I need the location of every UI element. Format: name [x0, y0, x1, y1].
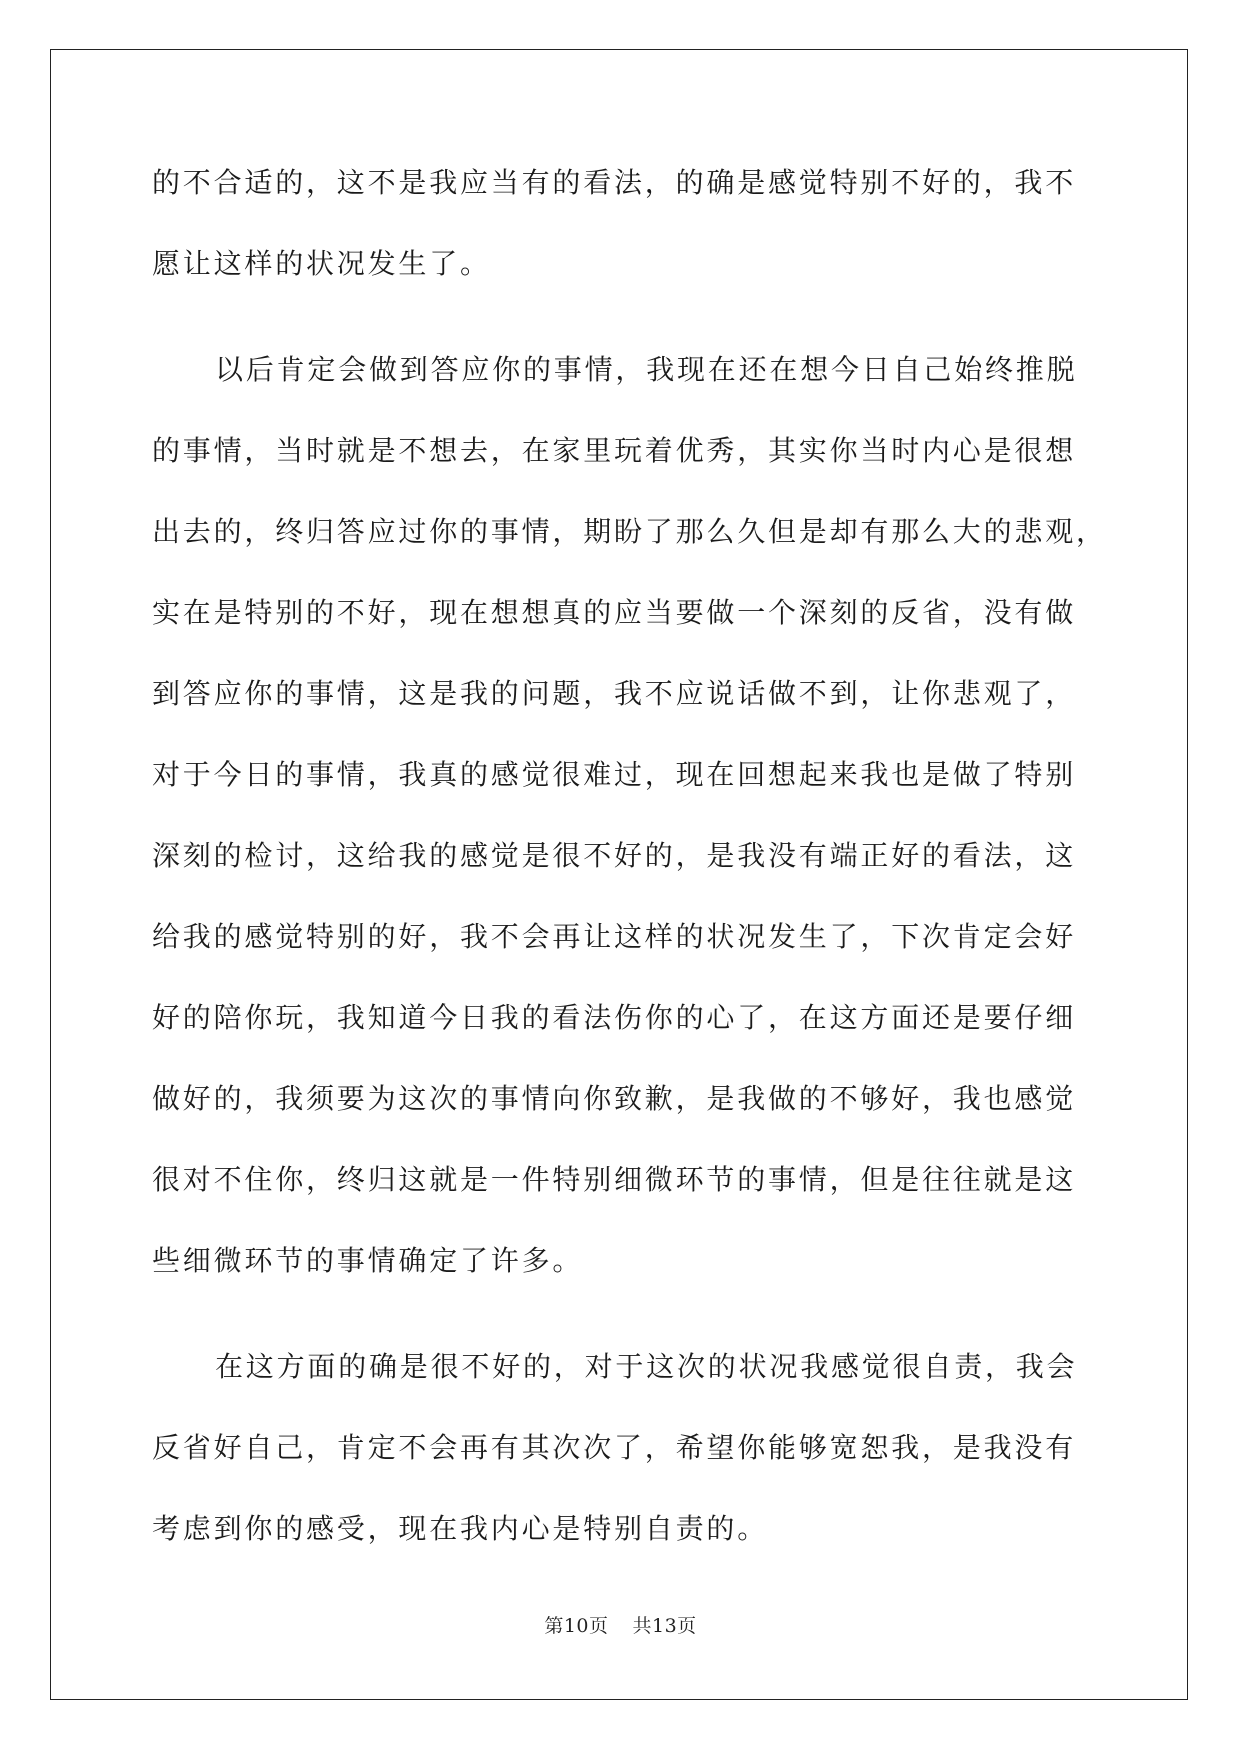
- text-line: 给我的感觉特别的好，我不会再让这样的状况发生了，下次肯定会好: [152, 920, 1077, 953]
- text-line: 愿让这样的状况发生了。: [152, 247, 491, 280]
- paragraph-first-line: 在这方面的确是很不好的，对于这次的状况我感觉很自责，我会: [215, 1350, 1078, 1383]
- total-pages: 共13页: [632, 1615, 697, 1637]
- text-line: 的事情，当时就是不想去，在家里玩着优秀，其实你当时内心是很想: [152, 434, 1077, 467]
- text-line: 反省好自己，肯定不会再有其次次了，希望你能够宽恕我，是我没有: [152, 1431, 1077, 1464]
- page-footer: [0, 1611, 1241, 1638]
- text-line: 的不合适的，这不是我应当有的看法，的确是感觉特别不好的，我不: [152, 166, 1077, 199]
- text-line: 实在是特别的不好，现在想想真的应当要做一个深刻的反省，没有做: [152, 596, 1077, 629]
- text-line: 出去的，终归答应过你的事情，期盼了那么久但是却有那么大的悲观，: [152, 515, 1107, 548]
- text-line: 考虑到你的感受，现在我内心是特别自责的。: [152, 1512, 769, 1545]
- text-line: 些细微环节的事情确定了许多。: [152, 1244, 584, 1277]
- text-line: 好的陪你玩，我知道今日我的看法伤你的心了，在这方面还是要仔细: [152, 1001, 1077, 1034]
- text-line: 对于今日的事情，我真的感觉很难过，现在回想起来我也是做了特别: [152, 758, 1077, 791]
- page-number: 第10页: [544, 1615, 609, 1637]
- text-line: 很对不住你，终归这就是一件特别细微环节的事情，但是往往就是这: [152, 1163, 1077, 1196]
- text-line: 做好的，我须要为这次的事情向你致歉，是我做的不够好，我也感觉: [152, 1082, 1077, 1115]
- text-line: 到答应你的事情，这是我的问题，我不应说话做不到，让你悲观了，: [152, 677, 1077, 710]
- document-body: [152, 163, 1107, 1590]
- paragraph-first-line: 以后肯定会做到答应你的事情，我现在还在想今日自己始终推脱: [215, 353, 1078, 386]
- text-line: 深刻的检讨，这给我的感觉是很不好的，是我没有端正好的看法，这: [152, 839, 1077, 872]
